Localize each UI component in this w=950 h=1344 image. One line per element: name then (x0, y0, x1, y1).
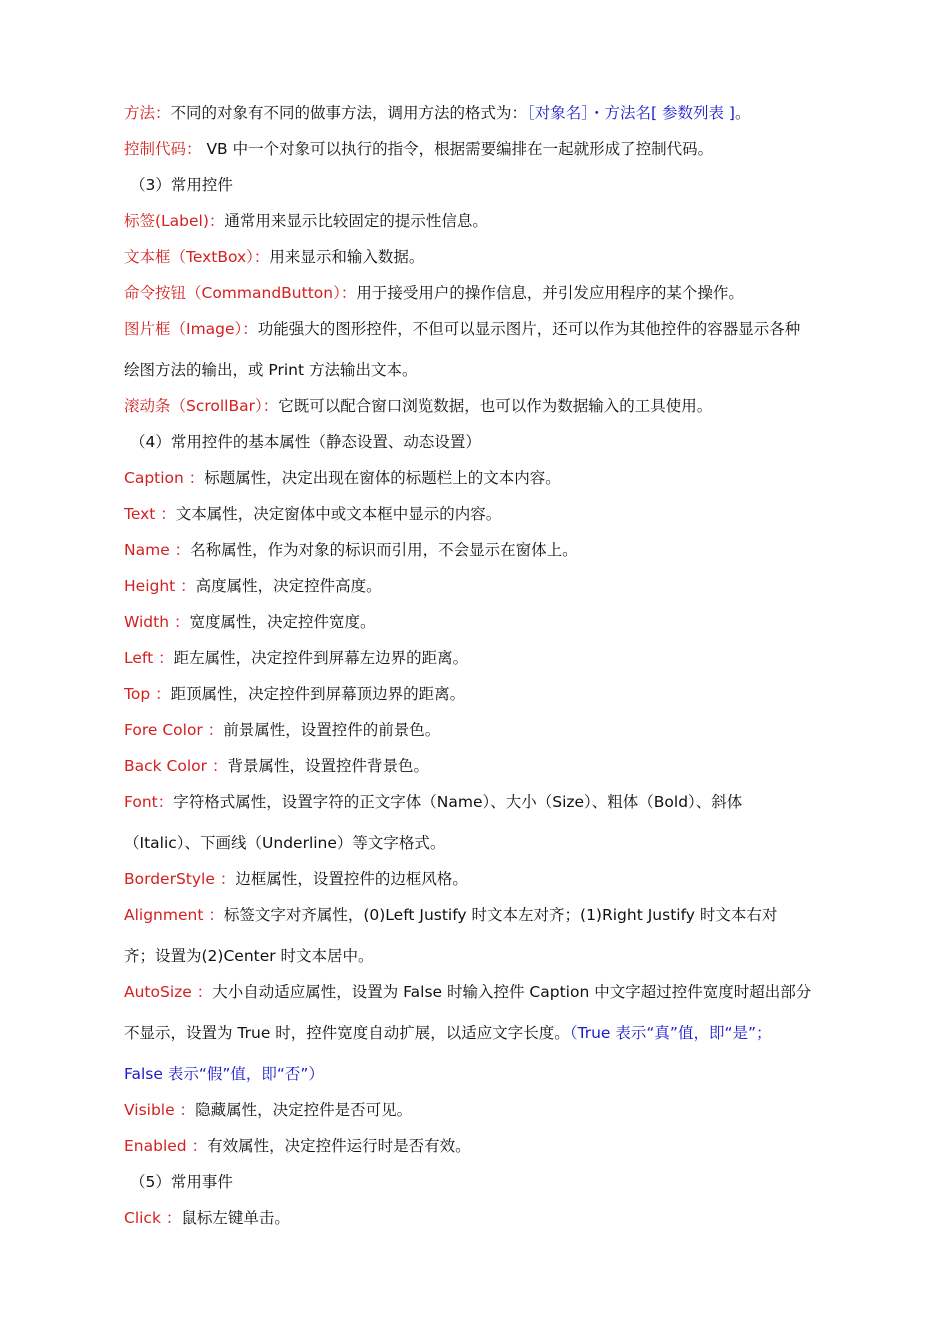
definition: 不同的对象有不同的做事方法，调用方法的格式为： (170, 104, 528, 122)
section-heading-controls (124, 167, 864, 203)
click-event (124, 1200, 864, 1236)
term: BorderStyle ： (124, 870, 236, 888)
term: 滚动条（ScrollBar）： (124, 397, 279, 415)
autosize-property (124, 974, 864, 1015)
width-property (124, 604, 864, 640)
heading-text: （3）常用控件 (130, 176, 233, 194)
enabled-property (124, 1128, 864, 1164)
forecolor-property (124, 712, 864, 748)
term: 控制代码： (124, 140, 202, 158)
commandbutton-definition (124, 275, 864, 311)
definition: 文本属性，决定窗体中或文本框中显示的内容。 (175, 505, 502, 523)
term: 图片框（Image）： (124, 320, 258, 338)
term: AutoSize ： (124, 983, 213, 1001)
definition: 边框属性，设置控件的边框风格。 (235, 870, 468, 888)
term: Visible ： (124, 1101, 196, 1119)
top-property (124, 676, 864, 712)
term: 标签(Label)： (124, 212, 225, 230)
boolean-note: （True 表示“真”值，即“是”； (569, 1024, 772, 1042)
heading-text: （5）常用事件 (130, 1173, 233, 1191)
caption-property (124, 460, 864, 496)
term: 命令按钮（CommandButton）： (124, 284, 357, 302)
term: Alignment ： (124, 906, 224, 924)
definition: VB 中一个对象可以执行的指令，根据需要编排在一起就形成了控制代码。 (201, 140, 714, 158)
autosize-property-continued (124, 1015, 864, 1056)
definition: 标题属性，决定出现在窗体的标题栏上的文本内容。 (204, 469, 561, 487)
definition: 距顶属性，决定控件到屏幕顶边界的距离。 (170, 685, 466, 703)
scrollbar-definition (124, 388, 864, 424)
alignment-property-continued (124, 938, 864, 974)
alignment-property (124, 897, 864, 938)
boolean-note: False 表示“假”值，即“否”） (124, 1065, 324, 1083)
definition: 绘图方法的输出，或 Print 方法输出文本。 (124, 361, 418, 379)
definition: 用来显示和输入数据。 (269, 248, 425, 266)
textbox-definition (124, 239, 864, 275)
term: Height ： (124, 577, 196, 595)
definition: 鼠标左键单击。 (181, 1209, 290, 1227)
document-body (124, 95, 864, 1236)
definition: 距左属性，决定控件到屏幕左边界的距离。 (173, 649, 469, 667)
term: Enabled ： (124, 1137, 208, 1155)
borderstyle-property (124, 861, 864, 897)
definition: （Italic）、下画线（Underline）等文字格式。 (124, 834, 446, 852)
text-property (124, 496, 864, 532)
term: Top ： (124, 685, 171, 703)
definition: 高度属性，决定控件高度。 (195, 577, 382, 595)
term: Fore Color ： (124, 721, 224, 739)
method-syntax: ［对象名］・方法名[ 参数列表 ] (527, 104, 735, 122)
visible-property (124, 1092, 864, 1128)
font-property-continued (124, 825, 864, 861)
term: Caption ： (124, 469, 205, 487)
term: 方法： (124, 104, 171, 122)
term: Back Color ： (124, 757, 228, 775)
heading-text: （4）常用控件的基本属性（静态设置、动态设置） (130, 433, 481, 451)
section-heading-events (124, 1164, 864, 1200)
image-definition (124, 311, 864, 352)
font-property (124, 784, 864, 825)
section-heading-properties (124, 424, 864, 460)
definition: 字符格式属性，设置字符的正文字体（Name）、大小（Size）、粗体（Bold）、斜体 (173, 793, 743, 811)
left-property (124, 640, 864, 676)
term: Click ： (124, 1209, 182, 1227)
punctuation: 。 (734, 104, 751, 122)
term: Font： (124, 793, 174, 811)
definition: 标签文字对齐属性，(0)Left Justify 时文本左对齐；(1)Right Justify 时文本右对 (223, 906, 778, 924)
backcolor-property (124, 748, 864, 784)
definition: 通常用来显示比较固定的提示性信息。 (224, 212, 488, 230)
method-definition (124, 95, 864, 131)
definition: 宽度属性，决定控件宽度。 (189, 613, 376, 631)
definition: 齐；设置为(2)Center 时文本居中。 (124, 947, 374, 965)
control-code-definition (124, 131, 864, 167)
definition: 前景属性，设置控件的前景色。 (223, 721, 441, 739)
definition: 名称属性，作为对象的标识而引用，不会显示在窗体上。 (190, 541, 578, 559)
definition: 功能强大的图形控件，不但可以显示图片，还可以作为其他控件的容器显示各种 (257, 320, 801, 338)
term: Text ： (124, 505, 176, 523)
definition: 它既可以配合窗口浏览数据，也可以作为数据输入的工具使用。 (278, 397, 713, 415)
definition: 背景属性，设置控件背景色。 (227, 757, 429, 775)
boolean-note-continued (124, 1056, 864, 1092)
term: 文本框（TextBox）： (124, 248, 270, 266)
definition: 用于接受用户的操作信息，并引发应用程序的某个操作。 (356, 284, 744, 302)
term: Name ： (124, 541, 191, 559)
height-property (124, 568, 864, 604)
term: Left ： (124, 649, 174, 667)
term: Width ： (124, 613, 190, 631)
image-definition-continued (124, 352, 864, 388)
definition: 隐藏属性，决定控件是否可见。 (195, 1101, 413, 1119)
definition: 有效属性，决定控件运行时是否有效。 (207, 1137, 471, 1155)
definition: 不显示，设置为 True 时，控件宽度自动扩展，以适应文字长度。 (124, 1024, 570, 1042)
definition: 大小自动适应属性，设置为 False 时输入控件 Caption 中文字超过控件宽度时超出部分 (212, 983, 812, 1001)
name-property (124, 532, 864, 568)
label-definition (124, 203, 864, 239)
